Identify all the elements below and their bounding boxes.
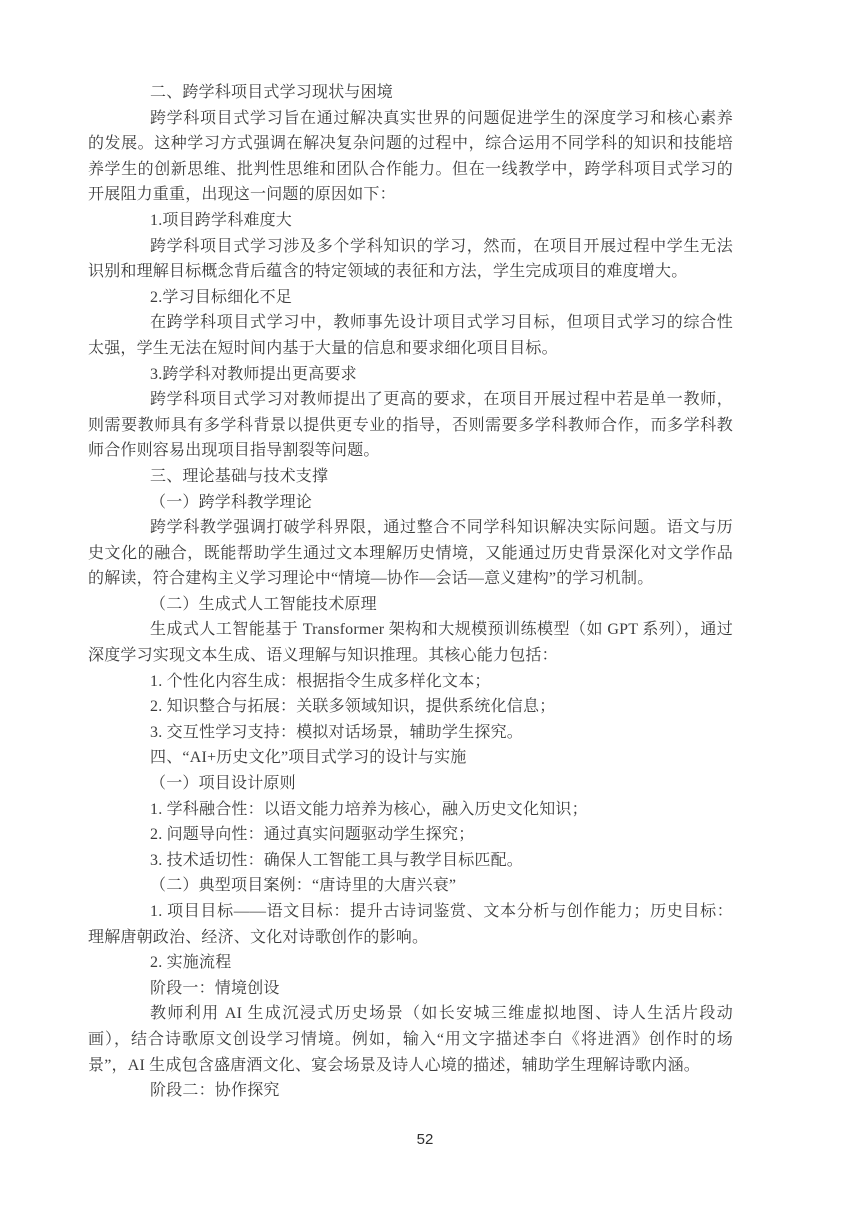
doc-block-list-item: 2. 知识整合与拓展：关联多领域知识，提供系统化信息； [150,698,556,716]
doc-block-paragraph: 在跨学科项目式学习中，教师事先设计项目式学习目标，但项目式学习的综合性太强，学生无法在短时间内基于大量的信息和要求细化项目目标。 [88,314,733,357]
doc-block-paragraph: 跨学科项目式学习对教师提出了更高的要求，在项目开展过程中若是单一教师，则需要教师具有多学科背景以提供更专业的指导，否则需要多学科教师合作，而多学科教师合作则容易出现项目指导割裂等问题。 [88,391,733,460]
document-body [88,80,733,1104]
doc-block-subheading: 阶段二：协作探究 [150,1082,280,1100]
doc-block-list-item: 2. 实施流程 [150,954,232,972]
doc-block-subheading: 阶段一：情境创设 [150,979,280,997]
doc-block-subheading: 1.项目跨学科难度大 [150,211,293,229]
doc-block-paragraph: 教师利用 AI 生成沉浸式历史场景（如长安城三维虚拟地图、诗人生活片段动画），结合诗歌原文创设学习情境。例如，输入“用文字描述李白《将进酒》创作时的场景”，AI 生成包含盛唐酒文化、宴会场景及诗人心境的描述，辅助学生理解诗歌内涵。 [88,1005,733,1074]
doc-block-subheading: 3.跨学科对教师提出更高要求 [150,365,357,383]
doc-block-paragraph: 生成式人工智能基于 Transformer 架构和大规模预训练模型（如 GPT 系列），通过深度学习实现文本生成、语义理解与知识推理。其核心能力包括： [88,621,733,665]
doc-block-subheading: （一）项目设计原则 [150,775,296,793]
doc-block-list-item: 2. 问题导向性：通过真实问题驱动学生探究； [150,826,475,844]
doc-block-heading: 四、“AI+历史文化”项目式学习的设计与实施 [150,749,467,767]
doc-block-list-item: 3. 交互性学习支持：模拟对话场景，辅助学生探究。 [150,723,524,741]
doc-block-subheading: （二）生成式人工智能技术原理 [150,595,377,613]
doc-block-list-item: 3. 技术适切性：确保人工智能工具与教学目标匹配。 [150,851,524,869]
doc-block-paragraph: 跨学科项目式学习涉及多个学科知识的学习，然而，在项目开展过程中学生无法识别和理解目标概念背后蕴含的特定领域的表征和方法，学生完成项目的难度增大。 [88,237,733,281]
doc-block-paragraph: 跨学科项目式学习旨在通过解决真实世界的问题促进学生的深度学习和核心素养的发展。这种学习方式强调在解决复杂问题的过程中，综合运用不同学科的知识和技能培养学生的创新思维、批判性思维和团队合作能力。但在一线教学中，跨学科项目式学习的开展阻力重重，出现这一问题的原因如下： [88,109,733,204]
doc-block-list-item: 1. 个性化内容生成：根据指令生成多样化文本； [150,672,491,690]
doc-block-heading: 三、理论基础与技术支撑 [150,467,329,485]
doc-block-heading: 二、跨学科项目式学习现状与困境 [150,84,394,101]
doc-block-list-item: 1. 项目目标——语文目标：提升古诗词鉴赏、文本分析与创作能力；历史目标：理解唐朝政治、经济、文化对诗歌创作的影响。 [88,903,733,946]
page-number: 52 [416,1131,434,1148]
doc-block-subheading: 2.学习目标细化不足 [150,288,293,306]
doc-block-subheading: （二）典型项目案例：“唐诗里的大唐兴衰” [150,877,457,895]
doc-block-subheading: （一）跨学科教学理论 [150,493,313,511]
doc-block-list-item: 1. 学科融合性：以语文能力培养为核心，融入历史文化知识； [150,800,588,818]
doc-block-paragraph: 跨学科教学强调打破学科界限，通过整合不同学科知识解决实际问题。语文与历史文化的融合，既能帮助学生通过文本理解历史情境，又能通过历史背景深化对文学作品的解读，符合建构主义学习理论中“情境—协作—会话—意义建构”的学习机制。 [88,519,733,588]
